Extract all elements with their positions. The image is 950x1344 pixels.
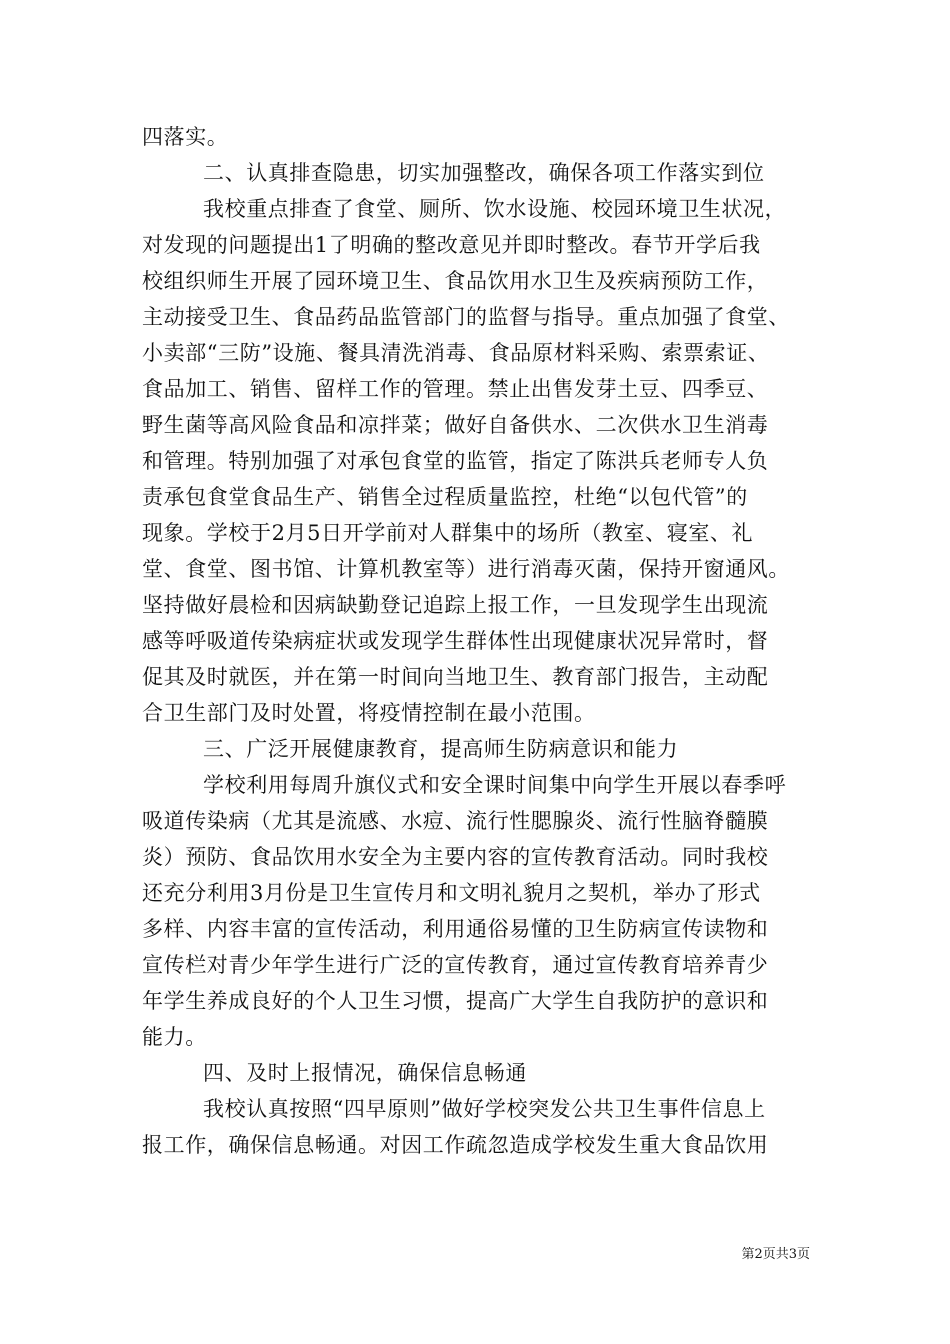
text-line: 主动接受卫生、食品药品监管部门的监督与指导。重点加强了食堂、 [142, 305, 790, 329]
text-line: 四落实。 [142, 125, 229, 149]
text-line: 能力。 [142, 1025, 207, 1049]
text-line: 炎）预防、食品饮用水安全为主要内容的宣传教育活动。同时我校 [142, 845, 769, 869]
text-line: 还充分利用3月份是卫生宣传月和文明礼貌月之契机，举办了形式 [142, 881, 761, 905]
text-line: 小卖部“三防”设施、餐具清洗消毒、食品原材料采购、索票索证、 [142, 341, 770, 365]
text-line: 现象。学校于2月5日开学前对人群集中的场所（教室、寝室、礼 [142, 521, 754, 545]
page-number-footer: 第2页共3页 [741, 1247, 810, 1262]
section-heading: 三、广泛开展健康教育，提高师生防病意识和能力 [203, 737, 679, 761]
text-line: 促其及时就医，并在第一时间向当地卫生、教育部门报告，主动配 [142, 665, 769, 689]
text-line: 宣传栏对青少年学生进行广泛的宣传教育，通过宣传教育培养青少 [142, 953, 769, 977]
text-line: 感等呼吸道传染病症状或发现学生群体性出现健康状况异常时，督 [142, 629, 769, 653]
text-line: 合卫生部门及时处置，将疫情控制在最小范围。 [142, 701, 596, 725]
section-heading: 二、认真排查隐患，切实加强整改，确保各项工作落实到位 [203, 161, 765, 185]
text-line: 学校利用每周升旗仪式和安全课时间集中向学生开展以春季呼 [203, 773, 787, 797]
text-line: 多样、内容丰富的宣传活动，利用通俗易懂的卫生防病宣传读物和 [142, 917, 769, 941]
text-line: 我校认真按照“四早原则”做好学校突发公共卫生事件信息上 [203, 1097, 766, 1121]
text-line: 和管理。特别加强了对承包食堂的监管，指定了陈洪兵老师专人负 [142, 449, 769, 473]
text-line: 校组织师生开展了园环境卫生、食品饮用水卫生及疾病预防工作， [142, 269, 769, 293]
text-line: 年学生养成良好的个人卫生习惯，提高广大学生自我防护的意识和 [142, 989, 769, 1013]
section-heading: 四、及时上报情况，确保信息畅通 [203, 1061, 527, 1085]
text-line: 堂、食堂、图书馆、计算机教室等）进行消毒灭菌，保持开窗通风。 [142, 557, 790, 581]
text-line: 责承包食堂食品生产、销售全过程质量监控，杜绝“以包代管”的 [142, 485, 748, 509]
text-line: 坚持做好晨检和因病缺勤登记追踪上报工作，一旦发现学生出现流 [142, 593, 769, 617]
text-line: 食品加工、销售、留样工作的管理。禁止出售发芽土豆、四季豆、 [142, 377, 769, 401]
text-line: 吸道传染病（尤其是流感、水痘、流行性腮腺炎、流行性脑脊髓膜 [142, 809, 769, 833]
text-line: 我校重点排查了食堂、厕所、饮水设施、校园环境卫生状况， [203, 197, 787, 221]
text-line: 报工作，确保信息畅通。对因工作疏忽造成学校发生重大食品饮用 [142, 1133, 769, 1157]
text-line: 野生菌等高风险食品和凉拌菜；做好自备供水、二次供水卫生消毒 [142, 413, 769, 437]
text-line: 对发现的问题提出1了明确的整改意见并即时整改。春节开学后我 [142, 233, 761, 257]
